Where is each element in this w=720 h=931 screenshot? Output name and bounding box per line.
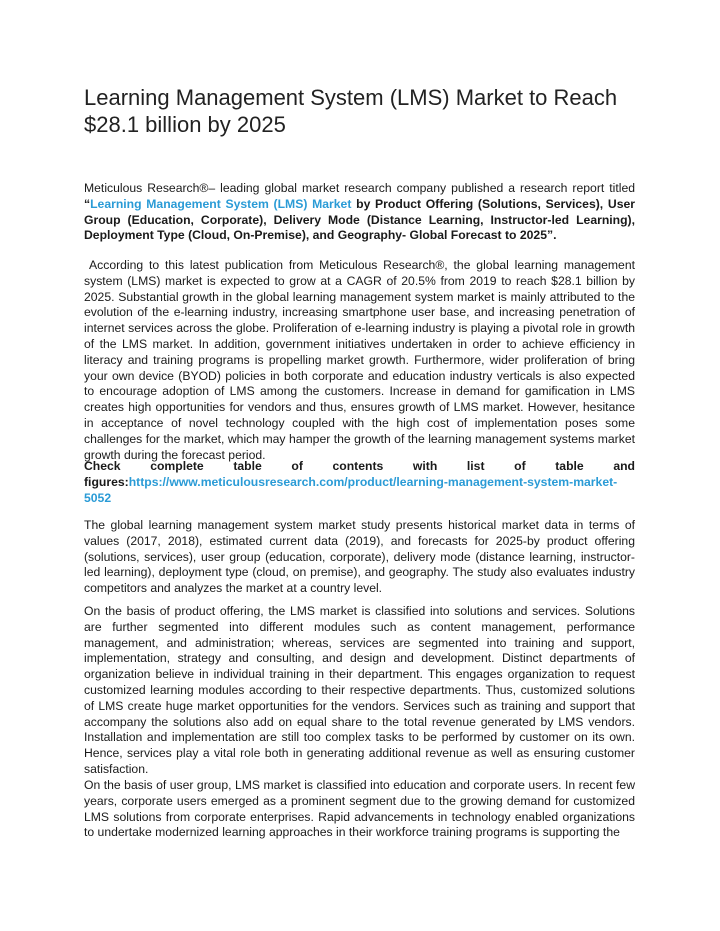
study-overview-paragraph: The global learning management system market study presents historical market data in terms of values (2017, 2018), estimated current data (2019), and forecasts for 2025-by product offering (solutions, services), user group (education, corporate), delivery mode (distance learning, instructor-led learning), deployment type (cloud, on premise), and geography. The study also evaluates industry competitors and analyzes the market at a country level. bbox=[84, 518, 635, 596]
intro-lead: Meticulous Research®– leading global market research company published a research report titled bbox=[84, 181, 635, 195]
page-title: Learning Management System (LMS) Market to Reach $28.1 billion by 2025 bbox=[84, 85, 618, 137]
toc-callout-line bbox=[84, 459, 635, 475]
toc-url-link[interactable]: https://www.meticulousresearch.com/product/learning-management-system-market-5052 bbox=[84, 474, 618, 505]
toc-word: with bbox=[412, 459, 438, 473]
toc-word: contents bbox=[332, 459, 384, 473]
toc-word: table bbox=[555, 459, 584, 473]
product-offering-paragraph: On the basis of product offering, the LMS market is classified into solutions and services. Solutions are further segmented into different modules such as content management, performance management, and administration; whereas, services are segmented into training and support, implementation, strategy and consulting, and design and development. Distinct departments of organization believe in individual training in their department. This engages organization to request customized learning modules according to their respective departments. Thus, customized solutions of LMS create huge market opportunities for the vendors. Services such as training and support that accompany the solutions also add on equal share to the total revenue generated by LMS vendors. Installation and implementation are still too complex tasks to be performed by customer on its own. Hence, services play a vital role both in generating additional revenue as well as ensuring customer satisfaction. bbox=[84, 604, 635, 776]
toc-label: figures: bbox=[84, 474, 129, 489]
toc-word: of bbox=[291, 459, 303, 473]
toc-word: table bbox=[233, 459, 262, 473]
toc-word: Check bbox=[84, 459, 121, 473]
toc-link-line bbox=[84, 475, 635, 507]
toc-word: of bbox=[514, 459, 526, 473]
report-title-link[interactable]: Learning Management System (LMS) Market bbox=[90, 196, 352, 211]
intro-report-title: by Product Offering (Solutions, Services), User Group (Education, Corporate), Delivery Mode (Distance Learning, Instructor-led Learning), Deployment Type (Cloud, On-Premise), and Geography- Global Forecast to 2025”. bbox=[84, 196, 635, 243]
intro-paragraph bbox=[84, 181, 635, 244]
market-growth-paragraph: According to this latest publication from Meticulous Research®, the global learning management system (LMS) market is expected to grow at a CAGR of 20.5% from 2019 to reach $28.1 billion by 2025. Substantial growth in the global learning management system market is mainly attributed to the evolution of the e-learning industry, increasing smartphone user base, and increasing penetration of internet services across the globe. Proliferation of e-learning industry is playing a pivotal role in growth of the LMS market. In addition, government initiatives undertaken in order to achieve efficiency in literacy and training programs is propelling market growth. Furthermore, wider proliferation of bring your own device (BYOD) policies in both corporate and education industry verticals is also expected to encourage adoption of LMS among the customers. Increase in demand for gamification in LMS creates high opportunities for vendors and thus, ensures growth of LMS market. However, hesitance in acceptance of novel technology coupled with the high cost of implementation poses some challenges for the market, which may hamper the growth of the learning management systems market growth during the forecast period. bbox=[84, 258, 635, 462]
intro-open-quote: “ bbox=[84, 196, 91, 211]
user-group-paragraph: On the basis of user group, LMS market is classified into education and corporate users. In recent few years, corporate users emerged as a prominent segment due to the growing demand for customized LMS solutions from corporate enterprises. Rapid advancements in technology enabled organizations to undertake modernized learning approaches in their workforce training programs is supporting the bbox=[84, 778, 635, 840]
toc-word: complete bbox=[150, 459, 204, 473]
toc-word: list bbox=[466, 459, 485, 473]
toc-word: and bbox=[613, 459, 635, 473]
toc-callout bbox=[84, 459, 635, 506]
